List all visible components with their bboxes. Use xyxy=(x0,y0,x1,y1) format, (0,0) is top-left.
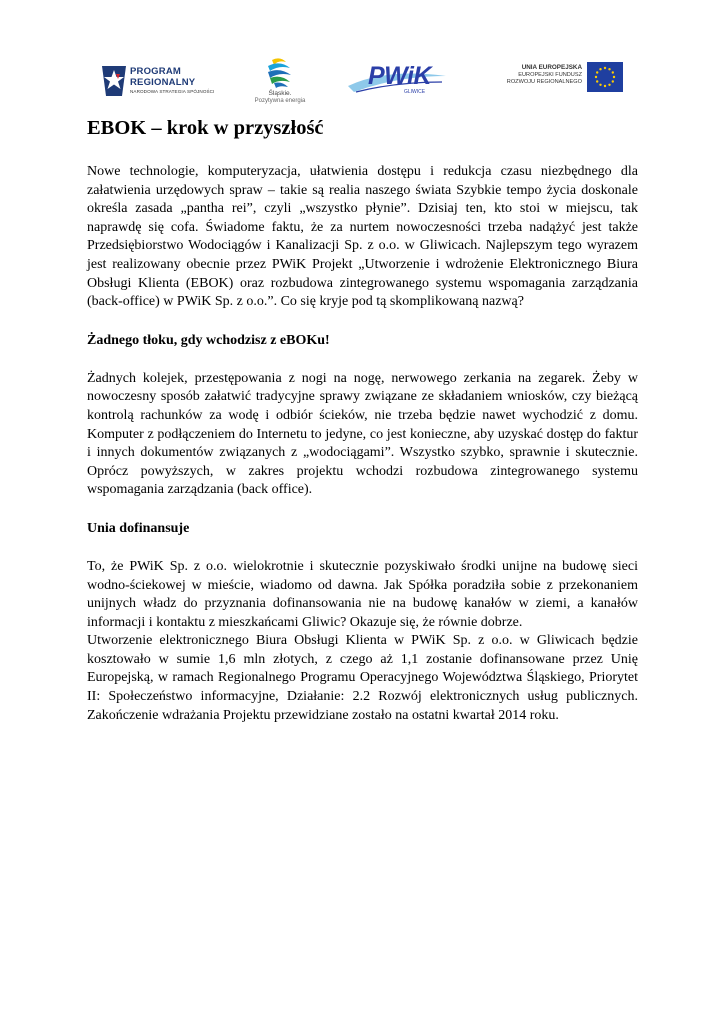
pwik-wordmark: PWiK xyxy=(368,62,432,90)
pwik-logo xyxy=(346,62,450,98)
document-body xyxy=(87,116,638,725)
unia-line3: ROZWOJU REGIONALNEGO xyxy=(506,79,582,86)
slaskie-line2: Pozytywna energia xyxy=(254,98,306,104)
paragraph-intro: Nowe technologie, komputeryzacja, ułatwienia dostępu i redukcja czasu niezbędnego dla załatwienia urzędowych spraw – takie są realia naszego świata Szybkie tempo życia doskonale określa zasada „pantha rei”, czyli „wszystko płynie”. Dzisiaj ten, kto stoi w miejscu, tak naprawdę się cofa. Świadome faktu, że za nurtem nowoczesności trzeba nadążyć jest także Przedsiębiorstwo Wodociągów i Kanalizacji Sp. z o.o. w Gliwicach. Najlepszym tego wyrazem jest realizowany obecnie przez PWiK Projekt „Utworzenie i wdrożenie Elektronicznego Biura Obsługi Klienta (EBOK) oraz rozbudowa zintegrowanego systemu wspomagania zarządzania (back-office) w PWiK Sp. z o.o.”. Co się kryje pod tą skomplikowaną nazwą? xyxy=(87,164,638,310)
program-regionalny-star-icon xyxy=(100,60,128,100)
paragraph-ebok: Żadnych kolejek, przestępowania z nogi na nogę, nerwowego zerkania na zegarek. Żeby w nowoczesny sposób załatwić tradycyjne sprawy związane ze składaniem wniosków, czy bieżącą kontrolą rachunków za wodę i odbiór ścieków, nie trzeba będzie nawet wychodzić z domu. Komputer z podłączeniem do Internetu to jedyne, co jest konieczne, aby uzyskać dostęp do faktur i innych dokumentów związanych z „wodociągami”. Wszystko szybko, sprawnie i skutecznie. Oprócz powyższych, w zakres projektu wchodzi rozbudowa zintegrowanego systemu wspomagania zarządzania (back office). xyxy=(87,370,638,498)
logo-bar xyxy=(100,56,624,108)
unia-line1: UNIA EUROPEJSKA xyxy=(521,64,582,71)
document-title: EBOK – krok w przyszłość xyxy=(87,117,324,139)
unia-line2: EUROPEJSKI FUNDUSZ xyxy=(518,72,582,78)
program-regionalny-line3: NARODOWA STRATEGIA SPÓJNOŚCI xyxy=(130,89,215,94)
paragraph-funding-details: Utworzenie elektronicznego Biura Obsługi Klienta w PWiK Sp. z o.o. w Gliwicach będzie kosztowało w sumie 1,6 mln złotych, z czego aż 1,1 zostanie dofinansowane przez Unię Europejską, w ramach Regionalnego Programu Operacyjnego Województwa Śląskiego, Priorytet II: Społeczeństwo informacyjne, Działanie: 2.2 Rozwój elektronicznych usług publicznych. Zakończenie wdrażania Projektu przewidziane zostało na ostatni kwartał 2014 roku. xyxy=(87,633,638,723)
pwik-city: GLIWICE xyxy=(404,89,426,95)
program-regionalny-logo xyxy=(100,60,240,102)
program-regionalny-line1: PROGRAM xyxy=(130,66,182,77)
slaskie-line1: Śląskie. xyxy=(268,90,292,97)
program-regionalny-line2: REGIONALNY xyxy=(130,77,196,88)
slaskie-waves-icon xyxy=(248,56,312,90)
slaskie-logo xyxy=(248,56,312,108)
paragraph-funding-history: To, że PWiK Sp. z o.o. wielokrotnie i skutecznie pozyskiwało środki unijne na budowę sieci wodno-ściekowej w mieście, wiadomo od dawna. Jak Spółka poradziła sobie z przekonaniem unijnych władz do przyznania dofinansowania nie na budowę kanałów w ziemi, a kanałów informacji i kontaktu z mieszkańcami Gliwic? Okazuje się, że równie dobrze. xyxy=(87,558,638,630)
heading-no-crowds: Żadnego tłoku, gdy wchodzisz z eBOKu! xyxy=(87,332,330,348)
eu-flag-icon xyxy=(587,62,623,92)
unia-europejska-logo xyxy=(472,62,624,94)
heading-eu-funding: Unia dofinansuje xyxy=(87,520,190,536)
